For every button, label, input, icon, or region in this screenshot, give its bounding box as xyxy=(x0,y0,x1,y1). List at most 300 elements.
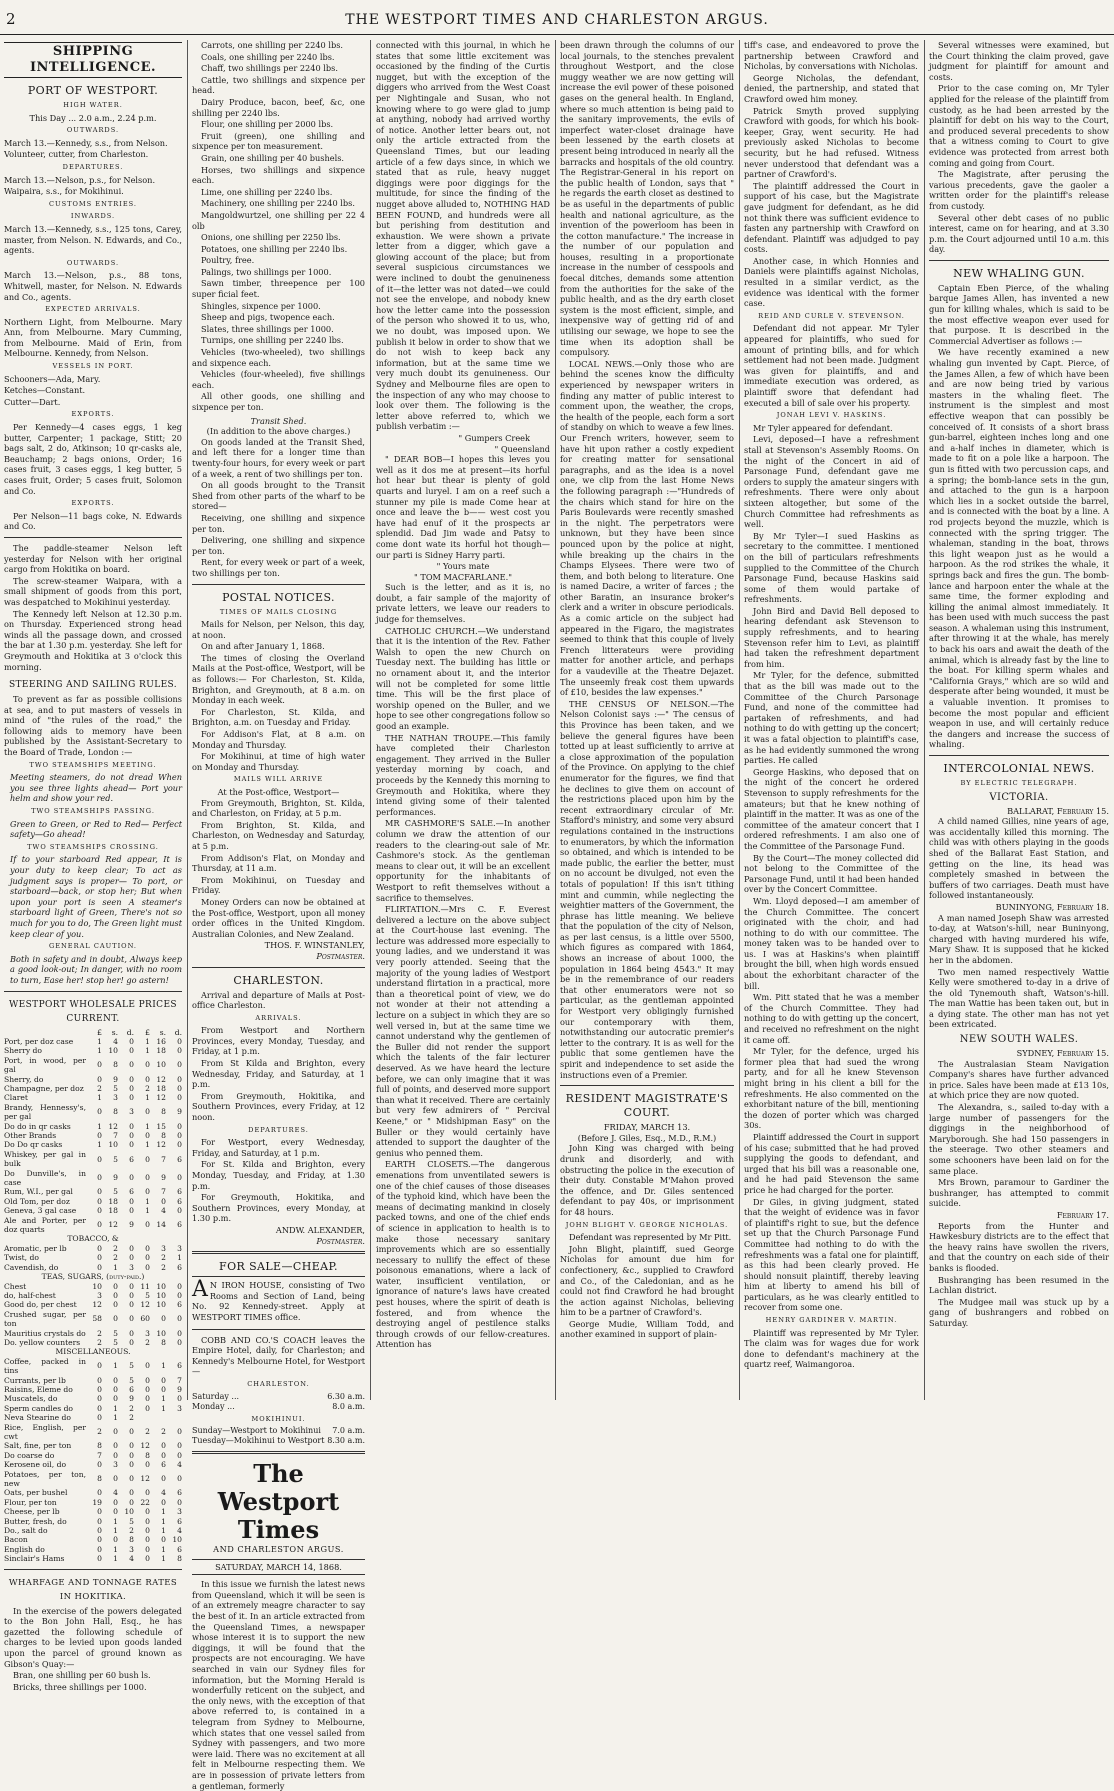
price-cell: 1 xyxy=(161,1507,166,1517)
coach-ad: COBB AND CO.'S COACH leaves the Empire Hotel, daily, for Charleston; and Kennedy's Melbourne Hotel, for Westport— xyxy=(192,1334,365,1377)
rate-item: Onions, one shilling per 2250 lbs. xyxy=(201,232,341,243)
paragraph: Two men named respectively Wattie Kelly were smothered to-day in a drive of the old Tynemouth shaft, Watson's-hill. The man Wattie has been taken out, but in a dying state. The other man has not yet been extricated. xyxy=(929,966,1109,1030)
price-cell: 6 xyxy=(177,1544,182,1554)
table-row xyxy=(4,1507,182,1516)
paragraph: John Bird and David Bell deposed to hearing defendant ask Stevenson to supply refreshments, and to hearing Stevenson refer him to Levi, as plaintiff had taken the refreshment department from him. xyxy=(744,605,919,669)
price-cell: 2 xyxy=(161,1262,166,1272)
price-cell: 10 xyxy=(108,1046,118,1056)
price-cell: 6 xyxy=(177,1220,182,1230)
paragraph: We have recently examined a new whaling gun invented by Capt. Pierce, of the James Allen, a few of which have been and are now being tried by various masters in the whaling fleet. The instrument is the simplest and most effective weapon that can possibly be conceived of. It consists of a short brass gun-barrel, eighteen inches long and one and a-half inches in diameter, which is made to fit on a pole like a harpoon. The gun is fitted with two percussion caps, and a spring; the bomb-lance sets in the gun, and attached to the gun is a harpoon which lies in a socket outside the barrel, and is connected with the boat by a line. A rod projects beyond the muzzle, which is connected with the spring trigger. The whaleman, standing in the boat, throws this light weapon just as he would a harpoon. As the rod strikes the whale, it springs back and fires the gun. The bomb-lance and harpoon enter the whale at the same time, the former exploding and killing the animal almost immediately. It has been used with much success the past season. A whaleman using this instrument, after throwing it at the whale, has merely to back his oars and await the death of the animal, which is already fast by the line to the boat. For killing sperm whales and "California Grays," which are so wild and desperate after being wounded, it must be a valuable invention. It promises to become the most popular and efficient weapon in use, and will certainly reduce the dangers and increase the success of whaling. xyxy=(929,347,1109,750)
paragraph: Several other debt cases of no public interest, came on for hearing, and at 3.30 p.m. the Court adjourned until 10 a.m. this day. xyxy=(929,212,1109,255)
price-cell: 0 xyxy=(177,1036,182,1046)
table-row xyxy=(4,1056,182,1075)
paragraph: The screw-steamer Waipara, with a small shipment of goods from this port, was despatched to Mokihinui yesterday. xyxy=(4,575,182,607)
price-cell: 0 xyxy=(113,1535,118,1545)
rate-item: All other goods, one shilling and sixpence per ton. xyxy=(192,391,365,412)
table-row xyxy=(4,1517,182,1526)
table-row xyxy=(4,1394,182,1403)
paragraph: A child named Gillies, nine years of age, was accidentally killed this morning. The child was with others playing in the goods shed of the Ballarat East Station, and getting on the line, its head was completely smashed in between the buffers of two carriages. Death must have followed instantaneously. xyxy=(929,816,1109,901)
paragraph: For Charleston, St. Kilda, and Brighton, a.m. on Tuesday and Friday. xyxy=(192,706,365,728)
table-row xyxy=(4,1046,182,1055)
paragraph: John Blight, plaintiff, sued George Nicholas for amount due him for confectionery, &c., supplied to Crawford and Co., of the Caledonian, and as he could not find Crawford he had brought the action against Nicholas, believing him to be a partner of Crawford's. xyxy=(560,1243,734,1318)
table-row xyxy=(4,1498,182,1507)
price-cell: 0 xyxy=(113,1394,118,1404)
paragraph: The Magistrate, after perusing the various precedents, gave the gaoler a written order for the plaintiff's release from custody. xyxy=(929,169,1109,211)
price-cell: 0 xyxy=(177,1093,182,1103)
price-cell: 0 xyxy=(97,1262,102,1272)
section-label: MISCELLANEOUS. xyxy=(55,1347,131,1357)
price-cell: 0 xyxy=(97,1403,102,1413)
divider xyxy=(192,584,365,585)
price-cell: 5 xyxy=(129,1375,134,1385)
table-row xyxy=(4,1385,182,1394)
price-cell: 3 xyxy=(177,1403,182,1413)
paragraph: The Kennedy left Nelson at 12.30 p.m. on Thursday. Experienced strong head winds all the passage down, and crossed the bar at 1.30 p.m. yesterday. She left for Greymouth and Hokitika at 3 o'clock this morning. xyxy=(4,608,182,672)
paragraph: For Mokihinui, at time of high water on Monday and Thursday. xyxy=(192,751,365,772)
subheading: INWARDS. xyxy=(70,212,116,221)
port-heading: PORT OF WESTPORT. xyxy=(27,84,159,97)
subheading: ARRIVALS. xyxy=(255,1013,302,1022)
item-name: Do coarse do xyxy=(4,1450,55,1460)
item-name: English do xyxy=(4,1544,45,1554)
price-cell: 5 xyxy=(129,1516,134,1526)
price-cell: 0 xyxy=(113,1427,118,1437)
section-label: TEAS, SUGARS, (duty-paid.) xyxy=(41,1272,145,1282)
price-cell: 0 xyxy=(177,1083,182,1093)
price-cell: 3 xyxy=(129,1262,134,1272)
paragraph: George Mudie, William Todd, and another examined in support of plain- xyxy=(560,1318,734,1340)
text-line: March 13.—Nelson, p.s., 88 tons, Whitwell, master, for Nelson. N. Edwards and Co., agents. xyxy=(4,270,182,302)
text-line: Ketches—Constant. xyxy=(4,385,86,396)
price-cell: 0 xyxy=(161,1384,166,1394)
schedule-row xyxy=(192,1402,365,1412)
letter-text: " DEAR BOB—I hopes this leves you well as it dos me at present—its horful hot hear but thear is plenty of gold quarts and luryel. I am on a reef such a stunner my pile is made Come hear at once and leave the b—— west cost you have had enuf of it the prospects ar splendid. Dad Jim wade and Patsy to come dont wate its horful hot though—our parti is Sidney Harry parti. xyxy=(376,454,550,560)
paragraph: Defendant did not appear. Mr Tyler appeared for plaintiffs, who sued for amount of printing bills, and for which settlement had not been made. Judgment was given for plaintiffs, and and immediate execution was ordered, as plaintiff swore that defendant had executed a bill of sale over his property. xyxy=(744,323,919,408)
price-cell: 2 xyxy=(161,1253,166,1263)
price-cell: 0 xyxy=(177,1281,182,1291)
paragraph: Wm. Lloyd deposed—I am amember of the Church Committee. The concert originated with the choir, and had nothing to do with our committee. The money taken was to be handed over to us. I was at Haskins's when plaintiff brought the bill, when high words ensued about the exhorbitant character of the bill. xyxy=(744,895,919,991)
paragraph: Mr Tyler, for the defence, submitted that as the bill was made out to the Committee of the Church Parsonage Fund, and none of the committee had partaken of refreshments, and had nothing to do with getting up the concert; it was a fatal objection to plaintiff's case, as he had evidently summoned the wrong parties. He called xyxy=(744,670,919,766)
price-cell: 1 xyxy=(161,1544,166,1554)
price-cell: 0 xyxy=(145,1173,150,1183)
price-cell: 0 xyxy=(129,1036,134,1046)
price-cell: 0 xyxy=(97,1516,102,1526)
price-cell: 0 xyxy=(129,1131,134,1140)
paragraph: Bushranging has been resumed in the Lachlan district. xyxy=(929,1274,1109,1296)
table-row xyxy=(4,1413,182,1422)
price-cell: 0 xyxy=(177,1441,182,1451)
header-cell: £ xyxy=(145,1027,150,1037)
price-cell: 1 xyxy=(113,1262,118,1272)
paragraph: LOCAL NEWS.—Only those who are behind the scenes know the difficulty experienced by newspaper writers in finding any matter of public interest to comment upon, the weather, the crops, the health of the people, each form a sort of standby on which to weave a few lines. Our French writers, however, seem to have hit upon rather a costly expedient for creating matter for sensational paragraphs, and as the idea is a novel one, we clip from the last Home News the following paragraph :—"Hundreds of the chairs which stand for hire on the Paris Boulevards were recently smashed in the night. The perpetrators were unknown, but they have been since pounced upon by the police at night, while breaking up the chairs in the Champs Elysees. There were two of them, and both belong to literature. One is named Dacire, a writer of farces ; the other Baratin, an insurance broker's clerk and a writer in obscure periodicals. As a comic article on the subject had appeared in the Figaro, the magistrates seemed to think that this couple of lively French litterateurs were providing matter for another article, and perhaps for a vaudeville at the Theatre Dejazet. The unseemly freak cost them upwards of £10, besides the law expenses." xyxy=(560,358,734,698)
table-row xyxy=(4,1169,182,1188)
paragraph: been drawn through the columns of our local journals, to the stenches prevalent throughout Westport, and the close muggy weather we are now getting will increase the evil power of these poisoned gases on the general health. In England, where so much attention is being paid to the sanitary improvements, the evils of imperfect water-closet drainage have been lessened by the earth closets at present being introduced in nearly all the barracks and hospitals of the old country. The Registrar-General in his report on the public health of London, says that " he regards the earth closet as destined to be as useful in the departments of public health and national agriculture, as the invention of the powerloom has been in the cotton manufacture." The increase in the number of our population and houses, resulting in a proportionate increase in the number of cesspools and foecal ditches, demands some attention from the authorities for the sake of the public health, and as the dry earth closet system is the most efficient, simple, and inexpensive way of getting rid of and utilising our sewage, we hope to see the time when its adoption shall be compulsory. xyxy=(560,40,734,358)
paragraph: Mr Tyler appeared for defendant. xyxy=(753,422,893,433)
table-row xyxy=(4,1084,182,1093)
price-cell: 0 xyxy=(145,1220,150,1230)
paragraph: On and after January 1, 1868. xyxy=(201,641,325,652)
price-cell: 0 xyxy=(97,1107,102,1117)
item-name: Other Brands xyxy=(4,1131,57,1140)
price-cell: 1 xyxy=(145,1206,150,1216)
item-name: Old Tom, per doz xyxy=(4,1196,70,1206)
price-cell: 6 xyxy=(177,1262,182,1272)
item-name: Kerosene oil, do xyxy=(4,1460,67,1470)
item-name: Whiskey, per gal in bulk xyxy=(4,1149,86,1169)
price-cell: 9 xyxy=(161,1173,166,1183)
paragraph: Reports from the Hunter and Hawkesbury districts are to the effect that the heavy rains have swollen the rivers, and that the country on each side of their banks is flooded. xyxy=(929,1220,1109,1273)
price-cell xyxy=(150,1413,166,1422)
price-cell: 58 xyxy=(92,1314,102,1324)
schedule-row xyxy=(192,1426,365,1436)
paragraph: Rent, for every week or part of a week, two shillings per ton. xyxy=(192,557,365,578)
masthead xyxy=(0,0,1114,35)
whaling-heading: NEW WHALING GUN. xyxy=(953,266,1085,280)
rate-item: Palings, two shillings per 1000. xyxy=(201,266,332,277)
price-cell: 16 xyxy=(156,1036,166,1046)
column-5 xyxy=(744,40,919,1400)
subheading: GENERAL CAUTION. xyxy=(48,942,138,951)
rate-item: Dairy Produce, bacon, beef, &c, one shilling per 2240 lbs. xyxy=(192,96,365,118)
subheading: DEPARTURES. xyxy=(248,1125,309,1134)
price-cell: 0 xyxy=(177,1121,182,1131)
prices-heading: WESTPORT WHOLESALE PRICES CURRENT. xyxy=(8,999,177,1024)
price-cell: 0 xyxy=(177,1074,182,1084)
table-row xyxy=(4,1535,182,1544)
for-sale-heading: FOR SALE—CHEAP. xyxy=(219,1260,338,1274)
price-cell: 2 xyxy=(129,1403,134,1413)
subheading: EXPORTS. xyxy=(71,499,115,508)
price-cell: 0 xyxy=(177,1474,182,1484)
price-cell: 5 xyxy=(113,1154,118,1164)
table-row xyxy=(4,1075,182,1084)
price-cell: 7 xyxy=(177,1375,182,1385)
price-cell: 9 xyxy=(177,1107,182,1117)
paragraph: On goods landed at the Transit Shed, and left there for a longer time than twenty-four hours, for every week or part of a week, a rent of two shillings per ton. xyxy=(192,436,365,479)
table-section-row xyxy=(4,1234,182,1243)
price-cell: 5 xyxy=(113,1328,118,1338)
price-cell: 1 xyxy=(145,1046,150,1056)
paragraph: Several witnesses were examined, but the Court thinking the claim proved, gave judgment for plaintiff for amount and costs. xyxy=(929,40,1109,82)
paragraph: A man named Joseph Shaw was arrested to-day, at Watson's-hill, near Buninyong, charged with having murdered his wife, Mary Shaw. It is supposed that he kicked her in the abdomen. xyxy=(929,912,1109,965)
paragraph: Plaintiff addressed the Court in support of his case; submitted that he had proved supplying the goods to defendant, and urged that his bill was a reasonable one, and he had paid Stevenson the same price he had charged for the porter. xyxy=(744,1131,919,1195)
price-cell: 0 xyxy=(177,1290,182,1300)
column-rule xyxy=(924,40,925,1400)
table-section-row xyxy=(4,1347,182,1356)
price-cell: 0 xyxy=(97,1243,102,1253)
header-cell xyxy=(4,1028,86,1037)
price-cell: 0 xyxy=(145,1488,150,1498)
price-cell: 0 xyxy=(161,1441,166,1451)
price-cell: 9 xyxy=(129,1394,134,1404)
court-before: (Before J. Giles, Esq., M.D., R.M.) xyxy=(577,1132,717,1143)
price-cell: 8 xyxy=(161,1337,166,1347)
price-cell: 0 xyxy=(145,1394,150,1404)
price-cell: 2 xyxy=(129,1526,134,1536)
text-line: Northern Light, from Melbourne. Mary Ann, from Melbourne. Mary Cumming, from Melbourne. Maid of Erin, from Melbourne. Kennedy, from Nelson. xyxy=(4,316,182,359)
subheading: OUTWARDS. xyxy=(66,258,120,267)
divider xyxy=(4,537,182,538)
price-cell: 12 xyxy=(108,1121,118,1131)
text-line: March 13.—Kennedy, s.s., 125 tons, Carey, master, from Nelson. N. Edwards, and Co., agents. xyxy=(4,223,182,256)
paragraph: From Westport and Northern Provinces, every Monday, Tuesday, and Friday, at 1 p.m. xyxy=(192,1025,365,1057)
column-rule xyxy=(555,40,556,1400)
price-cell: 0 xyxy=(177,1314,182,1324)
dateline: BALLARAT, February 15. xyxy=(1007,805,1109,816)
price-cell: 3 xyxy=(129,1544,134,1554)
column-3 xyxy=(376,40,550,1400)
table-row xyxy=(4,1329,182,1338)
item-name: Cheese, per lb xyxy=(4,1507,60,1517)
price-cell: 0 xyxy=(129,1074,134,1084)
steering-heading: STEERING AND SAILING RULES. xyxy=(8,680,178,691)
price-cell: 0 xyxy=(97,1535,102,1545)
item-name: Sherry do xyxy=(4,1046,42,1056)
drop-cap: A xyxy=(192,1277,208,1303)
paragraph: The paddle-steamer Nelson left yesterday for Nelson with her original cargo from Hokitika on board. xyxy=(4,542,182,575)
item-name: Geneva, 3 gal case xyxy=(4,1206,77,1216)
price-cell: 22 xyxy=(140,1497,150,1507)
item-name: Cavendish, do xyxy=(4,1262,59,1272)
price-cell: 0 xyxy=(145,1535,150,1545)
price-cell: 0 xyxy=(177,1060,182,1070)
price-cell: 1 xyxy=(113,1554,118,1564)
price-cell: 4 xyxy=(113,1488,118,1498)
price-cell: 0 xyxy=(145,1131,150,1140)
court-heading: RESIDENT MAGISTRATE'S COURT. xyxy=(565,1092,729,1120)
paragraph: From St Kilda and Brighton, every Wednesday, Friday, and Saturday, at 1 p.m. xyxy=(192,1058,365,1090)
price-cell: 6 xyxy=(129,1154,134,1164)
item-name: Do., salt do xyxy=(4,1526,48,1536)
table-row xyxy=(4,1545,182,1554)
price-cell xyxy=(134,1413,150,1422)
price-cell: 0 xyxy=(129,1497,134,1507)
item-name: Good do, per chest xyxy=(4,1300,77,1310)
postal-heading: POSTAL NOTICES. xyxy=(222,590,335,604)
table-row xyxy=(4,1357,182,1376)
region-heading: VICTORIA. xyxy=(989,791,1049,803)
price-cell: 0 xyxy=(161,1450,166,1460)
price-cell: 4 xyxy=(177,1460,182,1470)
divider xyxy=(192,1276,365,1277)
divider xyxy=(929,755,1109,756)
price-cell: 1 xyxy=(161,1554,166,1564)
price-cell: 0 xyxy=(129,1441,134,1451)
paragraph: Per Nelson—11 bags coke, N. Edwards and Co. xyxy=(4,510,182,532)
price-cell: 12 xyxy=(140,1300,150,1310)
price-cell: 0 xyxy=(145,1554,150,1564)
price-cell: 9 xyxy=(113,1074,118,1084)
price-cell: 0 xyxy=(177,1046,182,1056)
table-row xyxy=(4,1488,182,1497)
table-row xyxy=(4,1554,182,1563)
price-cell: 4 xyxy=(113,1036,118,1046)
transit-note: (In addition to the above charges.) xyxy=(206,426,351,437)
item-name: Do do in qr casks xyxy=(4,1121,71,1131)
table-row xyxy=(4,1253,182,1262)
price-cell: 0 xyxy=(129,1488,134,1498)
paragraph: Plaintiff was represented by Mr Tyler. The claim was for wages due for work done to defendant's machinery at the quartz reef, Waimangoroa. xyxy=(744,1327,919,1370)
paragraph: From Addison's Flat, on Monday and Thursday, at 11 a.m. xyxy=(192,852,365,874)
price-cell: 6 xyxy=(177,1488,182,1498)
price-cell xyxy=(166,1413,182,1422)
price-cell: 0 xyxy=(97,1544,102,1554)
price-cell: 4 xyxy=(129,1554,134,1564)
price-cell: 0 xyxy=(97,1060,102,1070)
price-cell: 0 xyxy=(113,1384,118,1394)
price-cell: 0 xyxy=(161,1314,166,1324)
paragraph: On all goods brought to the Transit Shed from other parts of the wharf to be stored— xyxy=(192,480,365,512)
table-section-row xyxy=(4,1272,182,1281)
signature-title: Postmaster. xyxy=(316,1235,365,1246)
divider xyxy=(4,1569,182,1570)
page-number: 2 xyxy=(6,10,16,28)
paragraph: By Mr Tyler—I sued Haskins as secretary to the committee. I mentioned on the bill of particulars refreshments supplied to the Committee of the Church Parsonage Fund, because Haskins said some of them would partake of refreshments. xyxy=(744,530,919,605)
price-cell: 0 xyxy=(129,1253,134,1263)
price-cell: 0 xyxy=(145,1262,150,1272)
section-label: TOBACCO, & xyxy=(67,1234,119,1244)
price-cell: 0 xyxy=(177,1206,182,1216)
case-heading: JONAH LEVI V. HASKINS. xyxy=(776,411,887,420)
paragraph: Defendant was represented by Mr Pitt. xyxy=(569,1232,732,1243)
paragraph: connected with this journal, in which he states that some little excitement was occasioned by the finding of the Curtis nugget, but with the exception of the diggers who arrived from the West Coast per Nightingale and Susan, who not knowing where to go were glad to jump at anything, nobody had arrived worthy of notice. Another letter bears out, not only the article extracted from the Queensland Times, but our leading article of a few days since, in which we stated that as rule, heavy nugget diggings were poor diggings for the multitude, for since the finding of the nugget above alluded to, NOTHING HAD BEEN FOUND, and hundreds were all but perishing from destitution and exhaustion. We were shown a private letter from a digger, which gave a glowing account of the place; but from several suspicious circumstances we were inclined to doubt the genuineness of it—the letter was not dated—we could not see the envelope, and nobody knew how the letter came into the possession of the person who showed it to us, who, we no doubt, was imposed upon. We publish it below in order to show that we do not wish to keep back any information, but at the same time we very much doubt its genuineness. Our Sydney and Melbourne files are open to the inspection of any who may choose to look over them. The following is the letter above referred to, which we publish verbatim :— xyxy=(376,40,550,432)
table-row xyxy=(4,1244,182,1253)
paragraph: Mr Tyler, for the defence, urged his former plea that had sued the wrong party, and for all he knew Stevenson might bring in his client a bill for the refreshments. He also commented on the exhorbitant nature of the bill, mentioning the dozen of porter which was charged 30s. xyxy=(744,1046,919,1131)
price-cell: 2 xyxy=(97,1427,102,1437)
price-cell: 0 xyxy=(97,1394,102,1404)
price-cell: 6 xyxy=(161,1460,166,1470)
price-cell: 12 xyxy=(156,1093,166,1103)
paragraph: The Mudgee mail was stuck up by a gang of bushrangers and robbed on Saturday. xyxy=(929,1296,1109,1328)
price-cell: 0 xyxy=(129,1173,134,1183)
item-name: Port, per doz case xyxy=(4,1036,74,1046)
price-cell: 18 xyxy=(156,1083,166,1093)
schedule-day: Tuesday—Mokihinui to Westport xyxy=(192,1436,325,1446)
price-cell: 4 xyxy=(161,1206,166,1216)
header-cell: d. xyxy=(126,1027,134,1037)
table-row xyxy=(4,1376,182,1385)
price-cell: 8 xyxy=(161,1107,166,1117)
paragraph: George Haskins, who deposed that on the night of the concert he ordered Stevenson to supply refreshments for the amateurs; but that he knew nothing of plaintiff in the matter. It was as one of the committee of the amateur concert that I ordered refreshments. I am also one of the Committee of the Parsonage Fund. xyxy=(744,766,919,851)
paragraph: In the exercise of the powers delegated to the Bon John Hall, Esq., he has gazetted the following schedule of charges to be levied upon goods landed upon the parcel of ground known as Gibson's Quay:— xyxy=(4,1605,182,1669)
price-cell: 3 xyxy=(177,1243,182,1253)
price-cell: 0 xyxy=(177,1394,182,1404)
paragraph: The plaintiff addressed the Court in support of his case, but the Magistrate gave judgment for defendant, as he did not think there was sufficient evidence to fasten any partnership with Crawford on defendant. Plaintiff was adjudged to pay costs. xyxy=(744,180,919,255)
table-row xyxy=(4,1460,182,1469)
paragraph: THE CENSUS OF NELSON.—The Nelson Colonist says :—" The census of this Province has been taken, and we believe the general figures have been totted up at least sufficiently to arrive at a close approximation of the population of the Province. On applying to the chief enumerator for the figures, we find that he declines to give them on account of the restrictions placed upon him by the recent extraordinary circular of Mr. Stafford's ministry, and some very absurd regulations contained in the instructions to enumerators, by which the information so obtained, and which is intended to be made public, the earlier the better, must on no account be divulged, not even the totals of population! If this isn't tithing mint and cummin, while neglecting the weightier matters of the Government, the phrase has little meaning. We believe that the population of the city of Nelson, as per last census, is a little over 5500, which figures as compared with 1864, shows an increase of about 1000, the population in 1864 being 4543." It may be in the remembrance of our readers that other enumerators were not so particular, as the gentleman appointed for Westport very obligingly furnished our contemporary with them, notwithstanding our autocratic premier's letter to the contrary. It is as well for the public that some gentlemen have the spirit and independence to set aside the instructions even of a Premier. xyxy=(560,698,734,1080)
ad-text: N IRON HOUSE, consisting of Two Rooms and Section of Land, being No. 92 Kennedy-street. Apply at WESTPORT TIMES office. xyxy=(192,1280,365,1322)
price-cell: 0 xyxy=(129,1314,134,1324)
price-cell: 1 xyxy=(161,1361,166,1371)
price-cell: 0 xyxy=(161,1474,166,1484)
price-cell: 1 xyxy=(145,1036,150,1046)
price-cell: 1 xyxy=(145,1121,150,1131)
paragraph: Dr Giles, in giving judgment, stated that the weight of evidence was in favor of plaintiff's right to sue, but the defence set up that the Church Parsonage Fund Committee had nothing to do with the refreshments was a fatal one for plaintiff, as this had been clearly proved. He should nonsuit plaintiff, thereby leaving him at liberty to amend his bill of particulars, as he was clearly entitled to recover from some one. xyxy=(744,1196,919,1313)
table-row xyxy=(4,1093,182,1102)
item-name: Salt, fine, per ton xyxy=(4,1441,72,1451)
table-row xyxy=(4,1310,182,1329)
letter-sign: " TOM MACFARLANE." xyxy=(414,571,512,582)
table-row xyxy=(4,1187,182,1196)
paragraph: THE NATHAN TROUPE.—This family have completed their Charleston engagement. They arrived in the Buller yesterday morning by coach, and proceeds by the Kennedy this morning to Greymouth and Hokitika, where they intend giving some of their talented performances. xyxy=(376,732,550,817)
text-line: Schooners—Ada, Mary. xyxy=(4,373,101,384)
item-name: Flour, per ton xyxy=(4,1497,57,1507)
price-cell: 0 xyxy=(177,1497,182,1507)
coach-schedule xyxy=(192,1392,365,1412)
divider xyxy=(929,260,1109,261)
price-cell: 0 xyxy=(129,1206,134,1216)
price-cell: 1 xyxy=(161,1394,166,1404)
price-cell: 0 xyxy=(145,1107,150,1117)
price-cell: 0 xyxy=(113,1450,118,1460)
table-row xyxy=(4,1037,182,1046)
price-cell: 2 xyxy=(113,1253,118,1263)
price-cell: 0 xyxy=(97,1413,102,1423)
item-name: Do. yellow counters xyxy=(4,1337,81,1347)
header-cell: £ xyxy=(97,1027,102,1037)
table-header-row xyxy=(4,1028,182,1037)
shipping-heading: SHIPPING INTELLIGENCE. xyxy=(4,42,182,78)
subheading: HIGH WATER. xyxy=(63,101,123,109)
paragraph: Money Orders can now be obtained at the Post-office, Westport, upon all money order offices in the United Kingdom. Australian Colonies, and New Zealand. xyxy=(192,896,365,939)
table-row xyxy=(4,1282,182,1291)
table-row xyxy=(4,1291,182,1300)
rate-item: Coals, one shilling per 2240 lbs. xyxy=(201,51,335,62)
price-cell: 0 xyxy=(129,1328,134,1338)
price-cell: 0 xyxy=(129,1083,134,1093)
signature-title: Postmaster. xyxy=(316,950,365,961)
prices-table xyxy=(4,1028,182,1564)
letter-sign: " Yours mate xyxy=(436,561,490,572)
paragraph: Bran, one shilling per 60 bush ls. xyxy=(13,1670,151,1681)
price-cell: 6 xyxy=(129,1384,134,1394)
paragraph: Levi, deposed—I have a refreshment stall at Stevenson's Assembly Rooms. On the night of the Concert in aid of Parsonage Fund, defendant gave me orders to supply the amateur singers with refreshments. There were only about sixteen altogether, but some of the Church Committee had refreshments as well. xyxy=(744,434,919,530)
price-cell: 1 xyxy=(161,1516,166,1526)
price-cell: 10 xyxy=(156,1328,166,1338)
price-cell: 10 xyxy=(156,1281,166,1291)
subheading: MOKIHINUI. xyxy=(251,1414,306,1423)
price-cell: 8 xyxy=(129,1535,134,1545)
item-name: Coffee, packed in tins xyxy=(4,1356,86,1376)
date-line: SATURDAY, MARCH 14, 1868. xyxy=(192,1559,365,1576)
price-cell: 0 xyxy=(145,1243,150,1253)
price-cell: 4 xyxy=(161,1488,166,1498)
item-name: Crushed sugar, per ton xyxy=(4,1309,86,1329)
table-row xyxy=(4,1404,182,1413)
verse: Both in safety and in doubt, Always keep a good look-out; In danger, with no room to turn, Ease her! stop her! go astern! xyxy=(10,953,182,985)
rate-item: Lime, one shilling per 2240 lbs. xyxy=(201,186,333,197)
price-cell: 0 xyxy=(113,1474,118,1484)
rate-item: Shingles, sixpence per 1000. xyxy=(201,300,321,311)
price-cell: 10 xyxy=(172,1535,182,1545)
paragraph: For St. Kilda and Brighton, every Monday, Tuesday, and Friday, at 1.30 p.m. xyxy=(192,1159,365,1191)
rate-item: Turnips, one shilling per 2240 lbs. xyxy=(201,335,344,346)
table-row xyxy=(4,1103,182,1122)
price-cell: 0 xyxy=(177,1328,182,1338)
price-cell: 5 xyxy=(145,1290,150,1300)
paragraph: The Australasian Steam Navigation Company's shares have further advanced in price. Sales have been made at £13 10s, at which price they are now quoted. xyxy=(929,1058,1109,1101)
price-cell: 10 xyxy=(124,1507,134,1517)
table-row xyxy=(4,1140,182,1149)
paragraph: Receiving, one shilling and sixpence per ton. xyxy=(192,512,365,534)
paragraph: Mrs Brown, paramour to Gardiner the bushranger, has attempted to commit suicide. xyxy=(929,1177,1109,1209)
price-cell: 0 xyxy=(97,1507,102,1517)
subheading: TWO STEAMSHIPS PASSING. xyxy=(31,807,155,816)
paragraph: The times of closing the Overland Mails at the Post-office, Westport, will be as follows:— For Charleston, St. Kilda, Brighton, and Greymouth, at 8 a.m. on Monday in each week. xyxy=(192,652,365,706)
table-row xyxy=(4,1122,182,1131)
paragraph: Mails for Nelson, per Nelson, this day, at noon. xyxy=(192,619,365,640)
price-cell: 18 xyxy=(108,1196,118,1206)
